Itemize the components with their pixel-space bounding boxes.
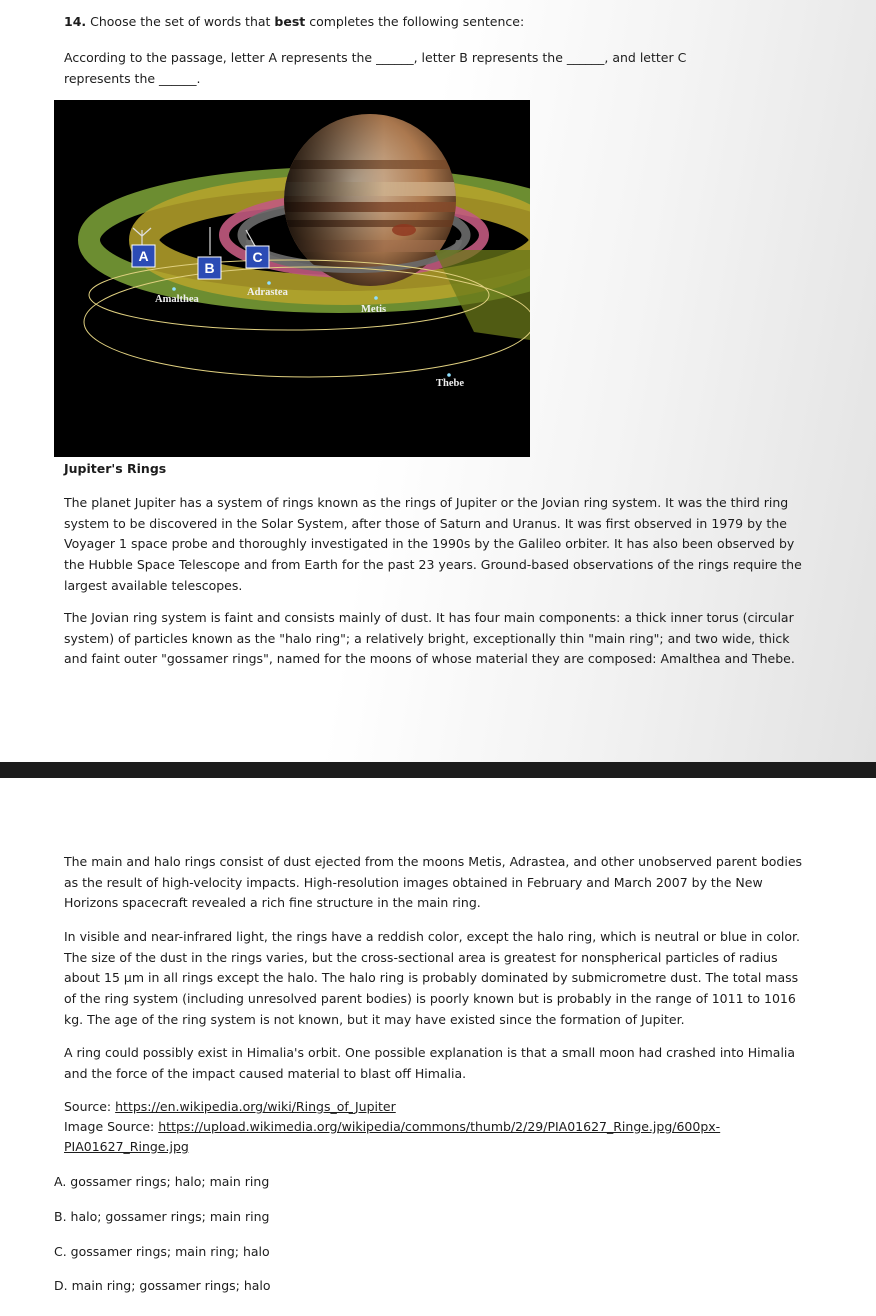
passage-paragraph-2: The Jovian ring system is faint and consists mainly of dust. It has four main components: a thick inner torus (circular system) of particles known as the "halo ring"; a relatively bright, exceptionally thin "main ring"; and two wide, thick and faint outer "gossamer rings", named for the moons of whose material they are composed: Amalthea and Thebe. <box>64 610 795 667</box>
jupiter-rings-figure <box>54 100 530 457</box>
letter-B-marker <box>198 257 221 279</box>
adrastea-dot <box>267 281 271 285</box>
letter-B: B <box>204 260 215 276</box>
letter-C: C <box>252 249 263 265</box>
letter-C-marker <box>246 246 269 268</box>
source-citations <box>64 1097 814 1157</box>
page-divider <box>0 762 876 778</box>
thebe-dot <box>447 373 451 377</box>
passage-paragraph-4: In visible and near-infrared light, the rings have a reddish color, except the halo ring, which is neutral or blue in color. The size of the dust in the rings varies, but the cross-sectional area is greatest for nonspherical particles of radius about 15 μm in all rings except the halo. The halo ring is probably dominated by submicrometre dust. The total mass of the ring system (including unresolved parent bodies) is poorly known but is probably in the range of 1011 to 1016 kg. The age of the ring system is not known, but it may have existed since the formation of Jupiter. <box>64 929 800 1027</box>
metis-dot <box>374 296 378 300</box>
letter-A-marker <box>132 245 155 267</box>
answer-choice-c[interactable]: C. gossamer rings; main ring; halo <box>54 1244 270 1259</box>
passage-paragraph-1: The planet Jupiter has a system of rings known as the rings of Jupiter or the Jovian ring system. It was the third ring system to be discovered in the Solar System, after those of Saturn and Uranus. It was first observed in 1979 by the Voyager 1 space probe and thoroughly investigated in the 1990s by the Galileo orbiter. It has also been observed by the Hubble Space Telescope and from Earth for the past 23 years. Ground-based observations of the rings require the largest available telescopes. <box>64 495 802 593</box>
source-link[interactable]: https://en.wikipedia.org/wiki/Rings_of_Jupiter <box>115 1099 396 1114</box>
answer-choice-a[interactable]: A. gossamer rings; halo; main ring <box>54 1174 270 1189</box>
prompt-text-start: Choose the set of words that <box>86 14 275 29</box>
image-source-link[interactable]: https://upload.wikimedia.org/wikipedia/commons/thumb/2/29/PIA01627_Ringe.jpg/600px- <box>158 1119 721 1134</box>
stem-line-1: According to the passage, letter A represents the ______, letter B represents the ______, and letter C <box>64 50 687 65</box>
letter-A: A <box>138 248 149 264</box>
figure-caption: Jupiter's Rings <box>64 461 167 476</box>
image-source-label: Image Source: <box>64 1119 159 1134</box>
question-stem <box>64 47 804 89</box>
passage-paragraph-3: The main and halo rings consist of dust ejected from the moons Metis, Adrastea, and other unobserved parent bodies as the result of high-velocity impacts. High-resolution images obtained in February and March 2007 by the New Horizons spacecraft revealed a rich fine structure in the main ring. <box>64 854 803 911</box>
moon-label-adrastea: Adrastea <box>247 287 288 298</box>
image-source-line-2 <box>64 1137 814 1157</box>
moon-label-thebe: Thebe <box>436 378 465 389</box>
image-source-link-cont[interactable]: PIA01627_Ringe.jpg <box>64 1139 189 1154</box>
prompt-text-end: completes the following sentence: <box>305 14 525 29</box>
moon-label-amalthea: Amalthea <box>155 294 199 305</box>
answer-choice-d[interactable]: D. main ring; gossamer rings; halo <box>54 1278 271 1293</box>
image-source-line <box>64 1117 814 1137</box>
amalthea-dot <box>172 287 176 291</box>
answer-choice-b[interactable]: B. halo; gossamer rings; main ring <box>54 1209 270 1224</box>
source-line <box>64 1097 814 1117</box>
prompt-emphasis: best <box>274 14 306 29</box>
rings-diagram <box>54 100 530 457</box>
question-number: 14. <box>64 14 87 29</box>
passage-paragraph-5: A ring could possibly exist in Himalia's orbit. One possible explanation is that a small moon had crashed into Himalia and the force of the impact caused material to blast off Himalia. <box>64 1045 796 1081</box>
moon-label-metis: Metis <box>361 304 387 315</box>
source-label: Source: <box>64 1099 116 1114</box>
stem-line-2: represents the ______. <box>64 71 201 86</box>
question-prompt <box>64 14 524 29</box>
